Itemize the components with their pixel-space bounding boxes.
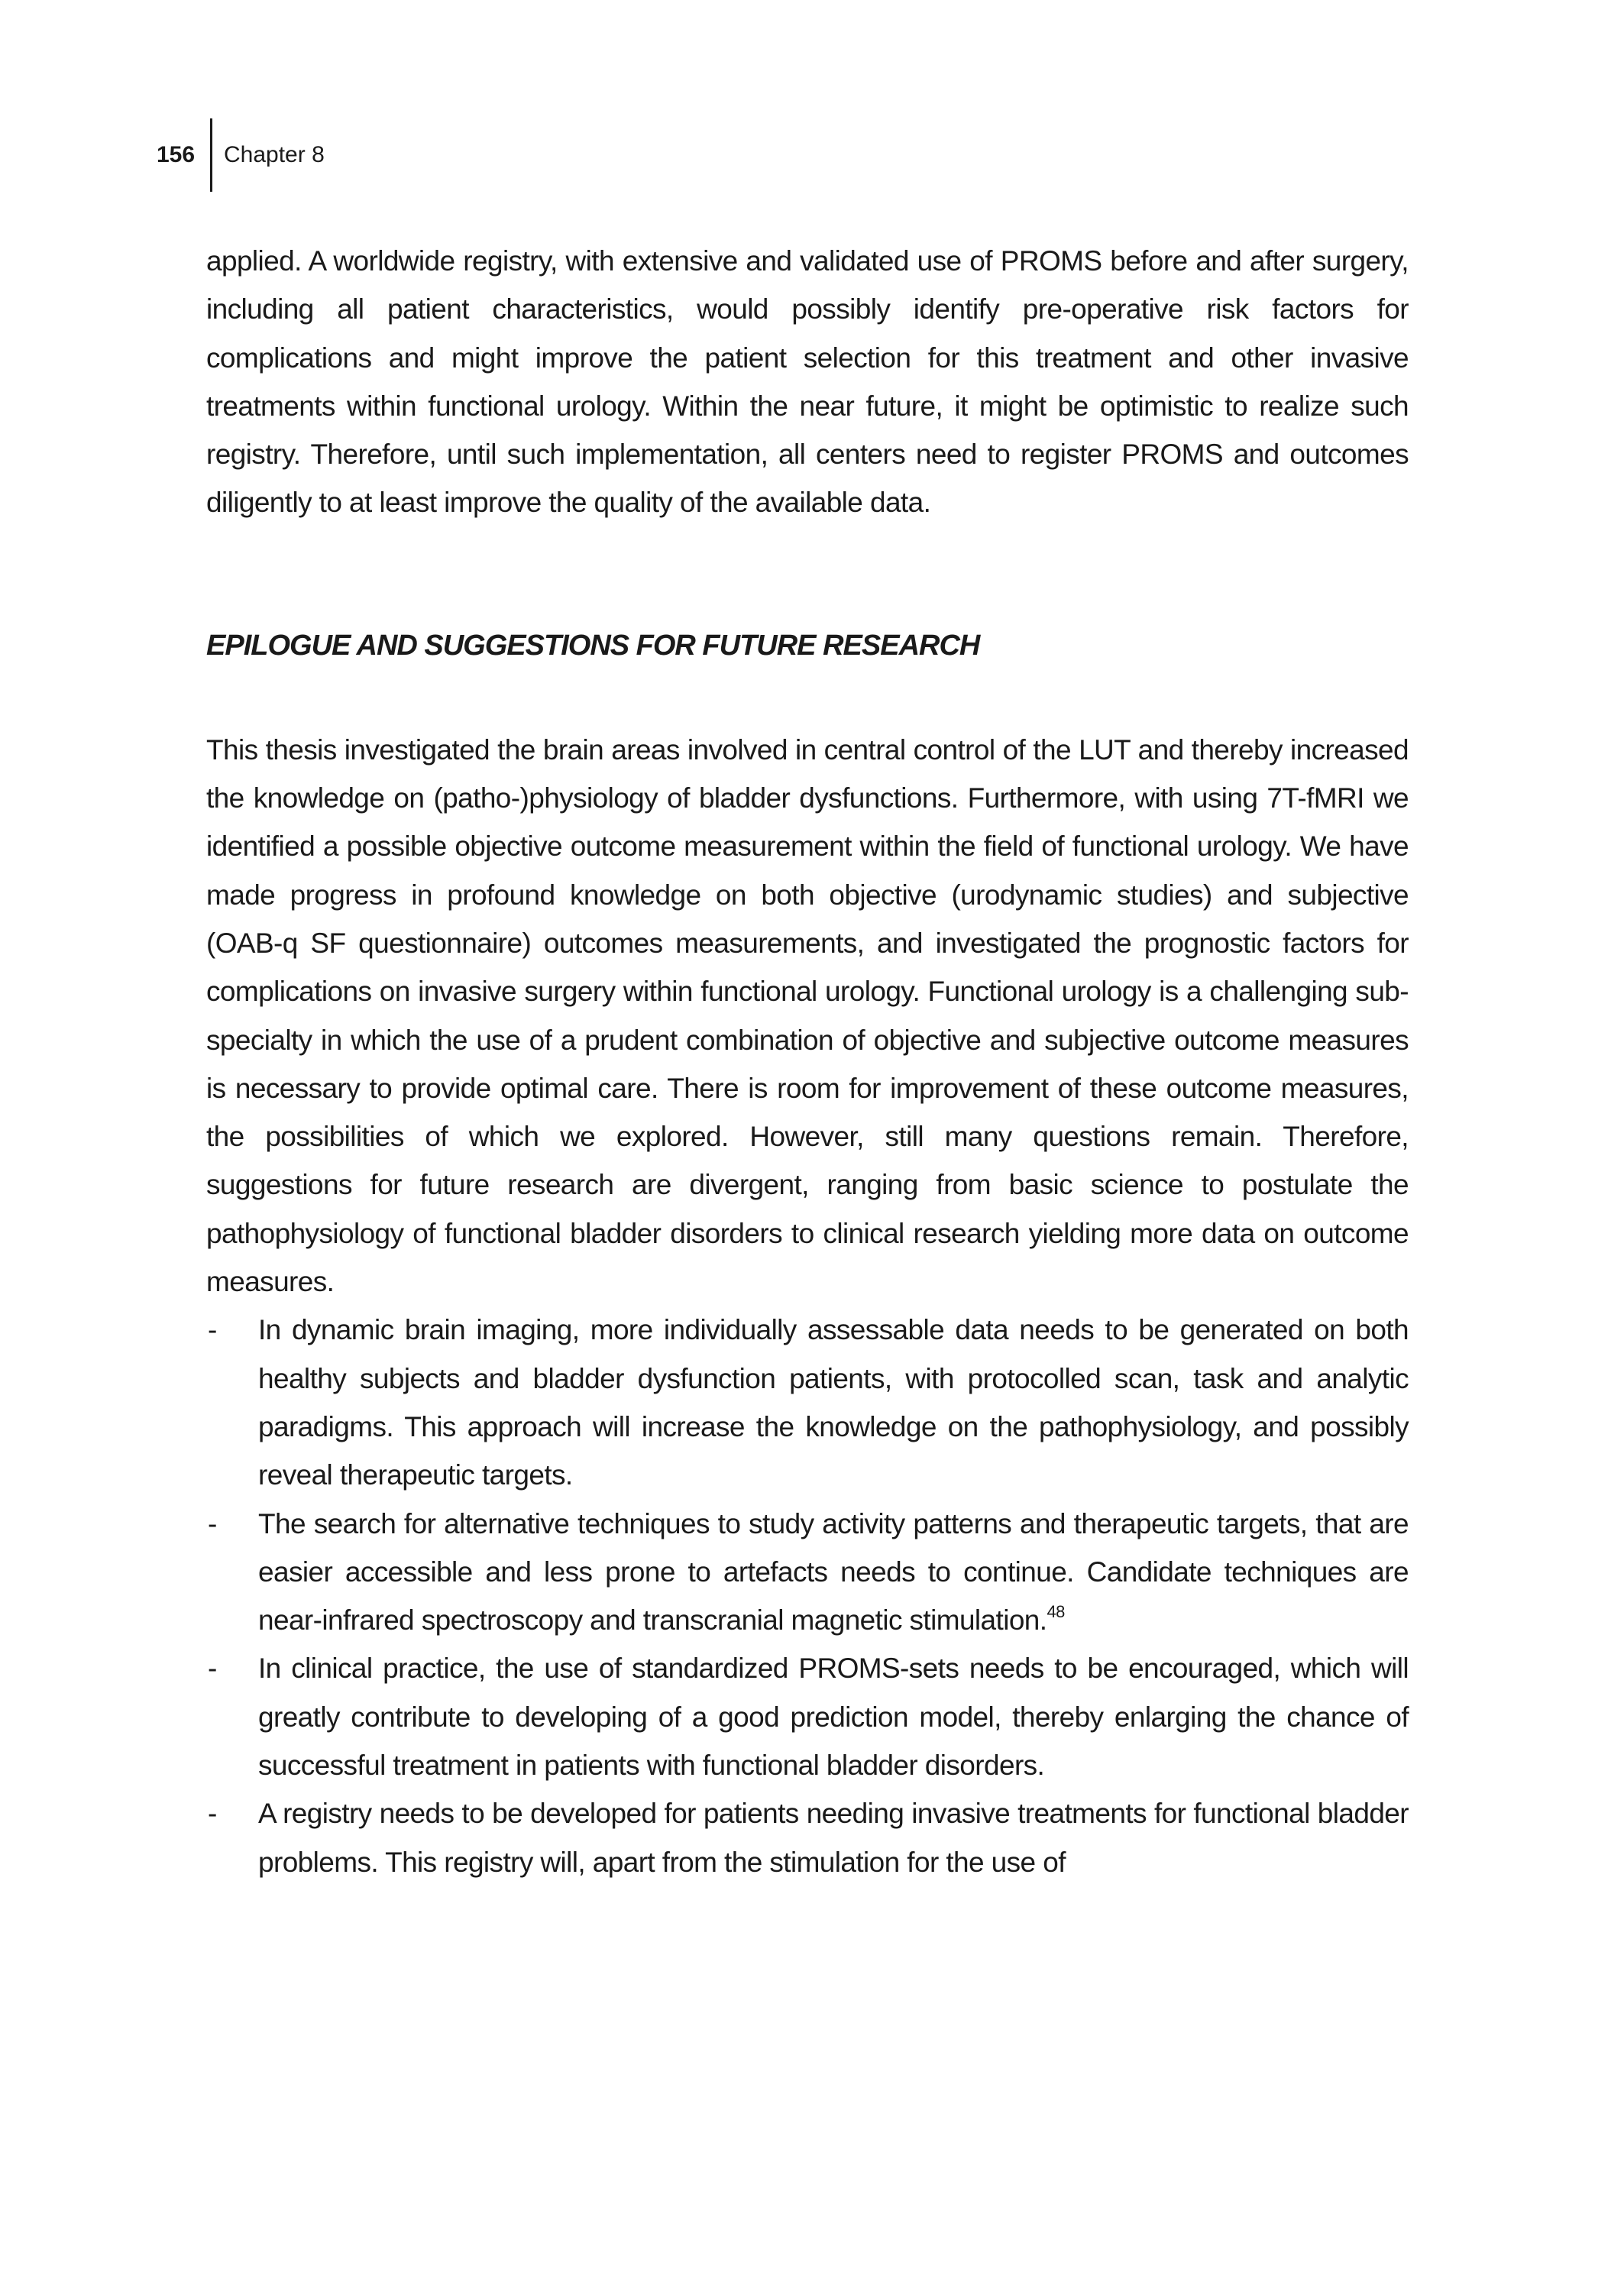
bullet-dash: - — [208, 1507, 217, 1539]
list-item — [206, 1644, 1409, 1789]
running-head — [0, 118, 1624, 192]
page-number: 156 — [157, 142, 196, 167]
list-item-text: In dynamic brain imaging, more individually assessable data needs to be generated on both healthy subjects and bladder dysfunction patients, with protocolled scan, task and analytic paradigms. This approach will increase the knowledge on the pathophysiology, and possibly reveal therapeutic targets. — [258, 1314, 1409, 1491]
header-divider — [210, 118, 212, 192]
page-body — [206, 237, 1409, 1886]
citation-superscript: 48 — [1047, 1602, 1065, 1622]
bullet-dash: - — [208, 1798, 217, 1830]
list-item — [206, 1500, 1409, 1645]
chapter-label: Chapter 8 — [224, 142, 325, 167]
list-item — [206, 1306, 1409, 1499]
intro-paragraph: applied. A worldwide registry, with extensive and validated use of PROMS before and after surgery, including all patient characteristics, would possibly identify pre-operative risk factors for complications and might improve the patient selection for this treatment and other invasive treatments within functional urology. Within the near future, it might be optimistic to realize such registry. Therefore, until such implementation, all centers need to register PROMS and outcomes diligently to at least improve the quality of the available data. — [206, 245, 1409, 519]
future-research-list — [206, 1306, 1409, 1886]
epilogue-paragraph: This thesis investigated the brain areas involved in central control of the LUT and thereby increased the knowledge on (patho-)physiology of bladder dysfunctions. Furthermore, with using 7T-fMRI we identified a possible objective outcome measurement within the field of functional urology. We have made progress in profound knowledge on both objective (urodynamic studies) and subjective (OAB-q SF questionnaire) outcomes measurements, and investigated the prognostic factors for complications on invasive surgery within functional urology. Functional urology is a challenging sub-specialty in which the use of a prudent combination of objective and subjective outcome measures is necessary to provide optimal care. There is room for improvement of these outcome measures, the possibilities of which we explored. However, still many questions remain. Therefore, suggestions for future research are divergent, ranging from basic science to postulate the pathophysiology of functional bladder disorders to clinical research yielding more data on outcome measures. — [206, 733, 1409, 1298]
list-item — [206, 1789, 1409, 1886]
bullet-dash: - — [208, 1653, 217, 1685]
section-heading: EPILOGUE AND SUGGESTIONS FOR FUTURE RESEARCH — [206, 629, 980, 662]
bullet-dash: - — [208, 1314, 217, 1346]
list-item-text: The search for alternative techniques to study activity patterns and therapeutic targets, that are easier accessible and less prone to artefacts needs to continue. Candidate techniques are near-infrared spectroscopy and transcranial magnetic stimulation. — [258, 1507, 1409, 1636]
list-item-text: In clinical practice, the use of standardized PROMS-sets needs to be encouraged, which will greatly contribute to developing of a good prediction model, thereby enlarging the chance of successful treatment in patients with functional bladder disorders. — [258, 1653, 1409, 1782]
list-item-text: A registry needs to be developed for patients needing invasive treatments for functional bladder problems. This registry will, apart from the stimulation for the use of — [258, 1798, 1409, 1878]
